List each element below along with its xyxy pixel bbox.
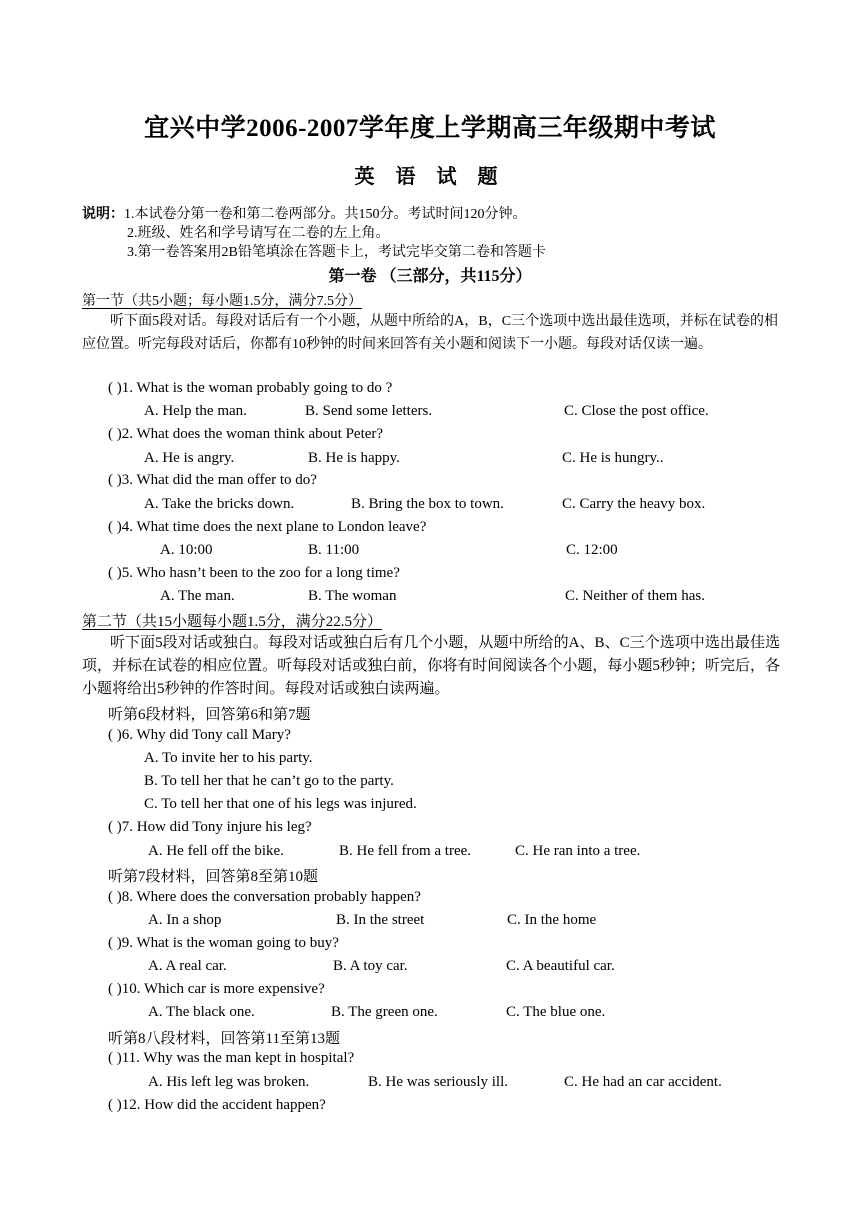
question-1: ( )1. What is the woman probably going to do ? [108, 380, 393, 396]
q7-option-b: B. He fell from a tree. [339, 843, 472, 859]
question-3: ( )3. What did the man offer to do? [108, 472, 317, 488]
exam-subtitle: 英 语 试 题 [354, 166, 506, 188]
q6-option-c: C. To tell her that one of his legs was injured. [144, 796, 417, 812]
q9-option-a: A. A real car. [148, 958, 227, 974]
q9-option-b: B. A toy car. [333, 958, 408, 974]
q1-option-a: A. Help the man. [144, 403, 247, 419]
q11-option-c: C. He had an car accident. [564, 1074, 722, 1090]
question-6: ( )6. Why did Tony call Mary? [108, 727, 291, 743]
question-10: ( )10. Which car is more expensive? [108, 981, 325, 997]
q2-option-a: A. He is angry. [144, 450, 235, 466]
section-1-instructions: 听下面5段对话。每段对话后有一个小题，从题中所给的A，B，C三个选项中选出最佳选项，并标在试卷的相应位置。听完每段对话后，你都有10秒钟的时间来回答有关小题和阅读下一小题。每段对话仅读一遍。 [82, 314, 778, 352]
q8-option-a: A. In a shop [148, 912, 222, 928]
q9-option-c: C. A beautiful car. [506, 958, 615, 974]
question-2: ( )2. What does the woman think about Peter? [108, 426, 384, 442]
q3-option-c: C. Carry the heavy box. [562, 496, 706, 512]
q7-option-c: C. He ran into a tree. [515, 843, 641, 859]
q5-option-a: A. The man. [160, 588, 235, 604]
q4-option-c: C. 12:00 [566, 542, 618, 558]
q11-option-b: B. He was seriously ill. [368, 1074, 508, 1090]
exam-title: 宜兴中学2006-2007学年度上学期高三年级期中考试 [144, 115, 716, 142]
notes-line3: 3.第一卷答案用2B铅笔填涂在答题卡上，考试完毕交第二卷和答题卡 [127, 245, 546, 260]
q3-option-a: A. Take the bricks down. [144, 496, 295, 512]
q10-option-c: C. The blue one. [506, 1004, 606, 1020]
notes-line1 [82, 205, 527, 224]
q6-option-a: A. To invite her to his party. [144, 750, 313, 766]
question-11: ( )11. Why was the man kept in hospital? [108, 1050, 355, 1066]
section-2-heading: 第二节（共15小题每小题1.5分，满分22.5分） [82, 614, 383, 630]
question-4: ( )4. What time does the next plane to London leave? [108, 519, 427, 535]
notes-text-1: 1.本试卷分第一卷和第二卷两部分。共150分。考试时间120分钟。 [124, 207, 527, 222]
material-8-label: 听第8八段材料，回答第11至第13题 [108, 1031, 340, 1047]
q5-option-c: C. Neither of them has. [565, 588, 705, 604]
q8-option-b: B. In the street [336, 912, 425, 928]
q10-option-a: A. The black one. [148, 1004, 255, 1020]
question-5: ( )5. Who hasn’t been to the zoo for a long time? [108, 565, 400, 581]
q3-option-b: B. Bring the box to town. [351, 496, 504, 512]
q2-option-c: C. He is hungry.. [562, 450, 664, 466]
q8-option-c: C. In the home [507, 912, 597, 928]
material-6-label: 听第6段材料，回答第6和第7题 [108, 707, 311, 723]
q1-option-b: B. Send some letters. [305, 403, 433, 419]
q4-option-b: B. 11:00 [308, 542, 360, 558]
question-8: ( )8. Where does the conversation probably happen? [108, 889, 421, 905]
q6-option-b: B. To tell her that he can’t go to the party. [144, 773, 394, 789]
q10-option-b: B. The green one. [331, 1004, 438, 1020]
q2-option-b: B. He is happy. [308, 450, 400, 466]
question-12: ( )12. How did the accident happen? [108, 1097, 326, 1113]
q5-option-b: B. The woman [308, 588, 397, 604]
material-7-label: 听第7段材料，回答第8至第10题 [108, 869, 319, 885]
volume-1-title: 第一卷 （三部分，共115分） [328, 268, 532, 285]
question-7: ( )7. How did Tony injure his leg? [108, 819, 312, 835]
question-9: ( )9. What is the woman going to buy? [108, 935, 339, 951]
section-1-heading: 第一节（共5小题；每小题1.5分，满分7.5分） [82, 294, 362, 309]
q1-option-c: C. Close the post office. [564, 403, 709, 419]
q7-option-a: A. He fell off the bike. [148, 843, 284, 859]
notes-label: 说明： [82, 207, 124, 222]
q4-option-a: A. 10:00 [160, 542, 213, 558]
notes-line2: 2.班级、姓名和学号请写在二卷的左上角。 [127, 226, 390, 241]
section-2-instructions: 听下面5段对话或独白。每段对话或独白后有几个小题，从题中所给的A、B、C三个选项中选出最佳选项，并标在试卷的相应位置。听每段对话或独白前，你将有时间阅读各个小题，每小题5秒钟；听完后，各小题将给出5秒钟的作答时间。每段对话或独白读两遍。 [82, 635, 780, 697]
q11-option-a: A. His left leg was broken. [148, 1074, 310, 1090]
